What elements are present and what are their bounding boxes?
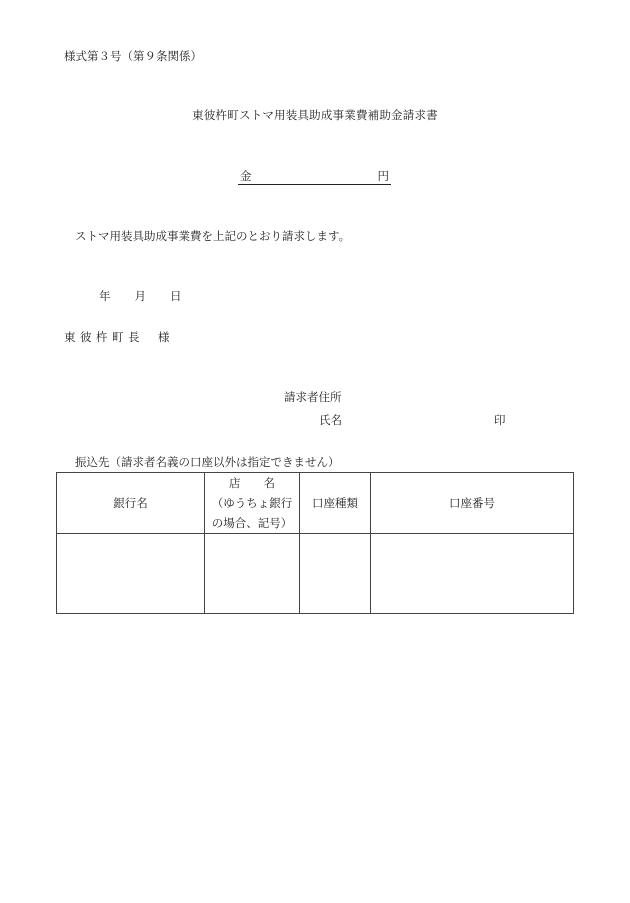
bank-name-cell[interactable] (57, 534, 205, 614)
amount-prefix: 金 (240, 169, 252, 183)
amount-field[interactable] (238, 171, 391, 185)
branch-cell[interactable] (205, 534, 300, 614)
header-branch-name (205, 473, 300, 534)
date-day-label: 日 (170, 289, 182, 303)
table-row (57, 534, 574, 614)
table-header-row (57, 473, 574, 534)
document-title: 東彼杵町ストマ用装具助成事業費補助金請求書 (192, 108, 438, 122)
header-branch-line1: 店 名 (229, 476, 275, 490)
claimant-name-label: 氏名 (319, 413, 342, 427)
bank-account-table (56, 472, 574, 614)
claimant-address-label: 請求者住所 (284, 390, 342, 404)
header-branch-line3: の場合、記号） (211, 516, 293, 530)
header-account-type: 口座種類 (300, 473, 371, 534)
addressee-name: 東彼杵町長 (64, 330, 144, 344)
amount-suffix: 円 (377, 169, 389, 183)
addressee (64, 332, 174, 344)
transfer-note: 振込先（請求者名義の口座以外は指定できません） (75, 455, 340, 469)
account-type-cell[interactable] (300, 534, 371, 614)
date-month-label: 月 (134, 289, 146, 303)
form-number: 様式第３号（第９条関係） (64, 49, 202, 63)
date-year-label: 年 (99, 289, 111, 303)
seal-mark: 印 (494, 413, 506, 427)
date-line[interactable] (99, 291, 182, 303)
addressee-honorific: 様 (158, 330, 174, 344)
header-account-number: 口座番号 (371, 473, 574, 534)
header-branch-line2: （ゆうちょ銀行 (211, 496, 293, 510)
claim-statement: ストマ用装具助成事業費を上記のとおり請求します。 (75, 229, 351, 243)
header-bank-name: 銀行名 (57, 473, 205, 534)
account-number-cell[interactable] (371, 534, 574, 614)
